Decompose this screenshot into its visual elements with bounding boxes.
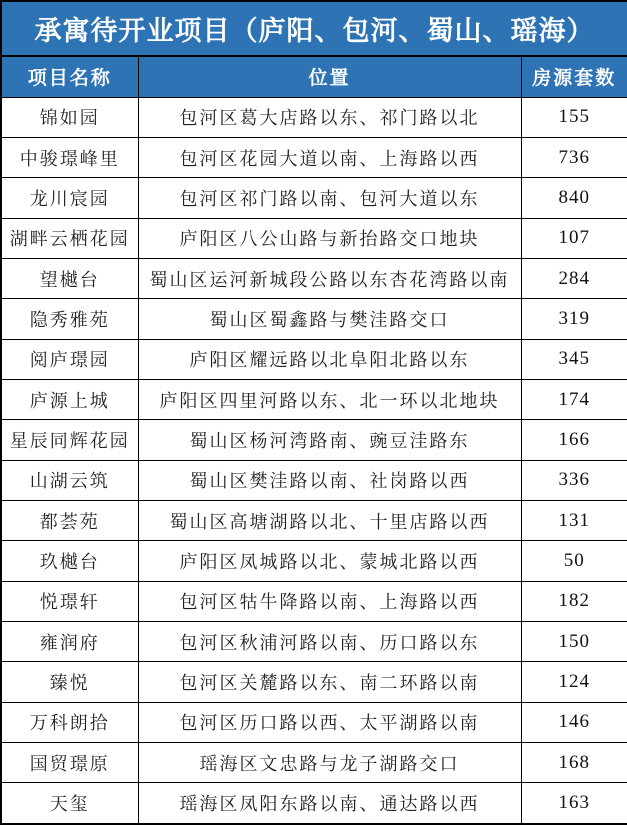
table-row — [1, 783, 627, 824]
location-cell: 包河区关麓路以东、南二环路以南 — [138, 662, 521, 702]
project-name-cell: 悦璟轩 — [1, 581, 138, 621]
project-name-cell: 雍润府 — [1, 621, 138, 661]
table-row — [1, 662, 627, 702]
table-row — [1, 218, 627, 258]
table-row — [1, 420, 627, 460]
project-name-cell: 庐源上城 — [1, 379, 138, 419]
units-cell: 50 — [521, 541, 627, 581]
project-name-cell: 都荟苑 — [1, 500, 138, 540]
table-row — [1, 299, 627, 339]
location-cell: 蜀山区高塘湖路以北、十里店路以西 — [138, 500, 521, 540]
units-cell: 168 — [521, 743, 627, 783]
location-cell: 包河区葛大店路以东、祁门路以北 — [138, 97, 521, 137]
table-row — [1, 258, 627, 298]
units-cell: 319 — [521, 299, 627, 339]
units-cell: 174 — [521, 379, 627, 419]
location-cell: 蜀山区杨河湾路南、豌豆洼路东 — [138, 420, 521, 460]
project-name-cell: 龙川宸园 — [1, 178, 138, 218]
units-cell: 146 — [521, 702, 627, 742]
table-row — [1, 178, 627, 218]
project-name-cell: 玖樾台 — [1, 541, 138, 581]
project-name-cell: 星辰同辉花园 — [1, 420, 138, 460]
table-row — [1, 339, 627, 379]
units-cell: 736 — [521, 137, 627, 177]
page-title: 承寓待开业项目（庐阳、包河、蜀山、瑶海） — [1, 1, 627, 56]
units-cell: 840 — [521, 178, 627, 218]
table-row — [1, 460, 627, 500]
units-cell: 124 — [521, 662, 627, 702]
project-name-cell: 湖畔云栖花园 — [1, 218, 138, 258]
units-cell: 163 — [521, 783, 627, 824]
units-cell: 150 — [521, 621, 627, 661]
project-name-cell: 万科朗拾 — [1, 702, 138, 742]
project-name-cell: 望樾台 — [1, 258, 138, 298]
units-cell: 155 — [521, 97, 627, 137]
table-row — [1, 581, 627, 621]
column-header-units: 房源套数 — [521, 56, 627, 97]
units-cell: 182 — [521, 581, 627, 621]
table-row — [1, 137, 627, 177]
location-cell: 庐阳区八公山路与新抬路交口地块 — [138, 218, 521, 258]
location-cell: 包河区历口路以西、太平湖路以南 — [138, 702, 521, 742]
project-name-cell: 隐秀雅苑 — [1, 299, 138, 339]
location-cell: 包河区花园大道以南、上海路以西 — [138, 137, 521, 177]
units-cell: 336 — [521, 460, 627, 500]
table-header-row — [1, 56, 627, 97]
project-name-cell: 臻悦 — [1, 662, 138, 702]
project-name-cell: 阅庐璟园 — [1, 339, 138, 379]
table-row — [1, 702, 627, 742]
project-name-cell: 山湖云筑 — [1, 460, 138, 500]
table-row — [1, 97, 627, 137]
project-name-cell: 中骏璟峰里 — [1, 137, 138, 177]
units-cell: 166 — [521, 420, 627, 460]
location-cell: 庐阳区耀远路以北阜阳北路以东 — [138, 339, 521, 379]
units-cell: 107 — [521, 218, 627, 258]
project-name-cell: 天玺 — [1, 783, 138, 824]
table-row — [1, 743, 627, 783]
location-cell: 蜀山区蜀鑫路与樊洼路交口 — [138, 299, 521, 339]
table-title-row — [1, 1, 627, 56]
location-cell: 蜀山区运河新城段公路以东杏花湾路以南 — [138, 258, 521, 298]
units-cell: 345 — [521, 339, 627, 379]
units-cell: 131 — [521, 500, 627, 540]
project-name-cell: 锦如园 — [1, 97, 138, 137]
table-row — [1, 500, 627, 540]
column-header-location: 位置 — [138, 56, 521, 97]
table-row — [1, 541, 627, 581]
location-cell: 瑶海区凤阳东路以南、通达路以西 — [138, 783, 521, 824]
location-cell: 包河区祁门路以南、包河大道以东 — [138, 178, 521, 218]
location-cell: 庐阳区四里河路以东、北一环以北地块 — [138, 379, 521, 419]
table-row — [1, 379, 627, 419]
location-cell: 包河区牯牛降路以南、上海路以西 — [138, 581, 521, 621]
location-cell: 庐阳区凤城路以北、蒙城北路以西 — [138, 541, 521, 581]
table-row — [1, 621, 627, 661]
project-name-cell: 国贸璟原 — [1, 743, 138, 783]
location-cell: 包河区秋浦河路以南、历口路以东 — [138, 621, 521, 661]
column-header-name: 项目名称 — [1, 56, 138, 97]
units-cell: 284 — [521, 258, 627, 298]
location-cell: 瑶海区文忠路与龙子湖路交口 — [138, 743, 521, 783]
location-cell: 蜀山区樊洼路以南、社岗路以西 — [138, 460, 521, 500]
